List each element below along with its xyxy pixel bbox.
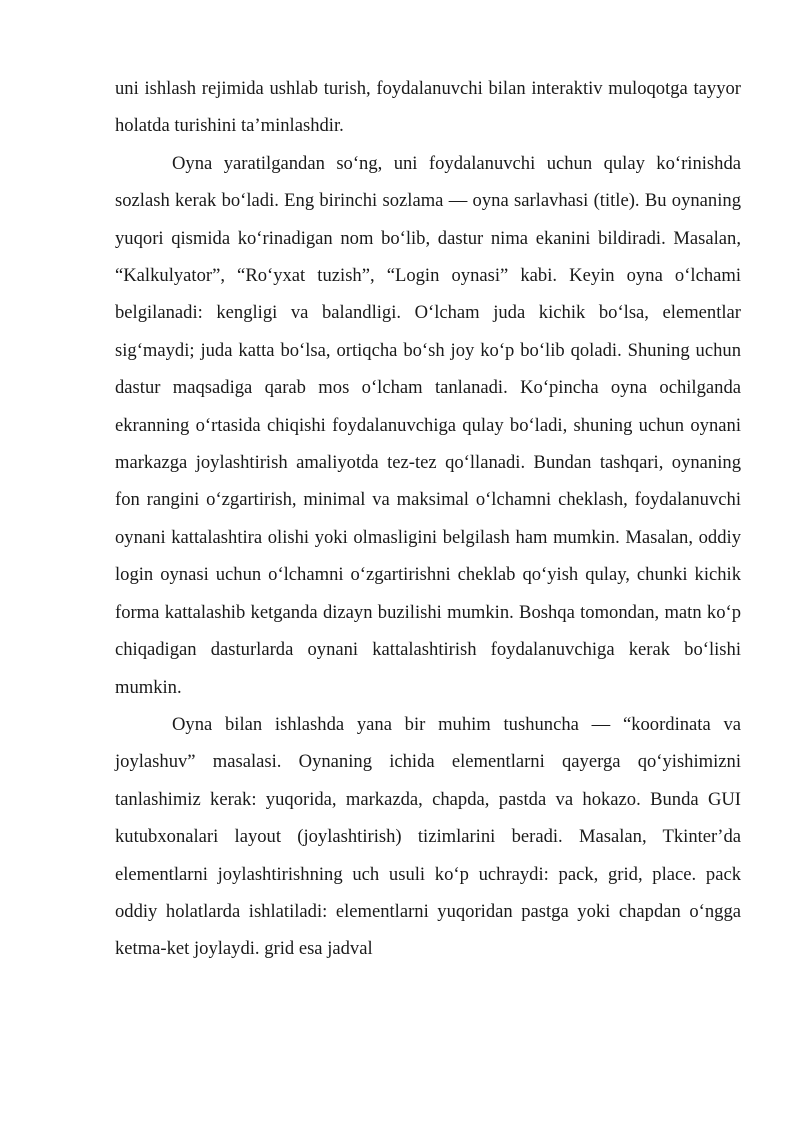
document-page [115, 70, 741, 968]
paragraph-window-settings: Oyna yaratilgandan soʻng, uni foydalanuvchi uchun qulay koʻrinishda sozlash kerak boʻladi. Eng birinchi sozlama — oyna sarlavhasi (title). Bu oynaning yuqori qismida koʻrinadigan nom boʻlib, dastur nima ekanini bildiradi. Masalan, “Kalkulyator”, “Roʻyxat tuzish”, “Login oynasi” kabi. Keyin oyna oʻlchami belgilanadi: kengligi va balandligi. Oʻlcham juda kichik boʻlsa, elementlar sigʻmaydi; juda katta boʻlsa, ortiqcha boʻsh joy koʻp boʻlib qoladi. Shuning uchun dastur maqsadiga qarab mos oʻlcham tanlanadi. Koʻpincha oyna ochilganda ekranning oʻrtasida chiqishi foydalanuvchiga qulay boʻladi, shuning uchun oynani markazga joylashtirish amaliyotda tez-tez qoʻllanadi. Bundan tashqari, oynaning fon rangini oʻzgartirish, minimal va maksimal oʻlchamni cheklash, foydalanuvchi oynani kattalashtira olishi yoki olmasligini belgilash ham mumkin. Masalan, oddiy login oynasi uchun oʻlchamni oʻzgartirishni cheklab qoʻyish qulay, chunki kichik forma kattalashib ketganda dizayn buzilishi mumkin. Boshqa tomondan, matn koʻp chiqadigan dasturlarda oynani kattalashtirish foydalanuvchiga kerak boʻlishi mumkin. [115, 152, 741, 698]
paragraph-layout-coordinates: Oyna bilan ishlashda yana bir muhim tushuncha — “koordinata va joylashuv” masalasi. Oynaning ichida elementlarni qayerga qoʻyishimizni tanlashimiz kerak: yuqorida, markazda, chapda, pastda va hokazo. Bunda GUI kutubxonalari layout (joylashtirish) tizimlarini beradi. Masalan, Tkinterʼda elementlarni joylashtirishning uch usuli koʻp uchraydi: pack, grid, place. pack oddiy holatlarda ishlatiladi: elementlarni yuqoridan pastga yoki chapdan oʻngga ketma-ket joylaydi. grid esa jadval [115, 713, 741, 960]
paragraph-continuation: uni ishlash rejimida ushlab turish, foydalanuvchi bilan interaktiv muloqotga tayyor holatda turishini taʼminlashdir. [115, 78, 741, 137]
